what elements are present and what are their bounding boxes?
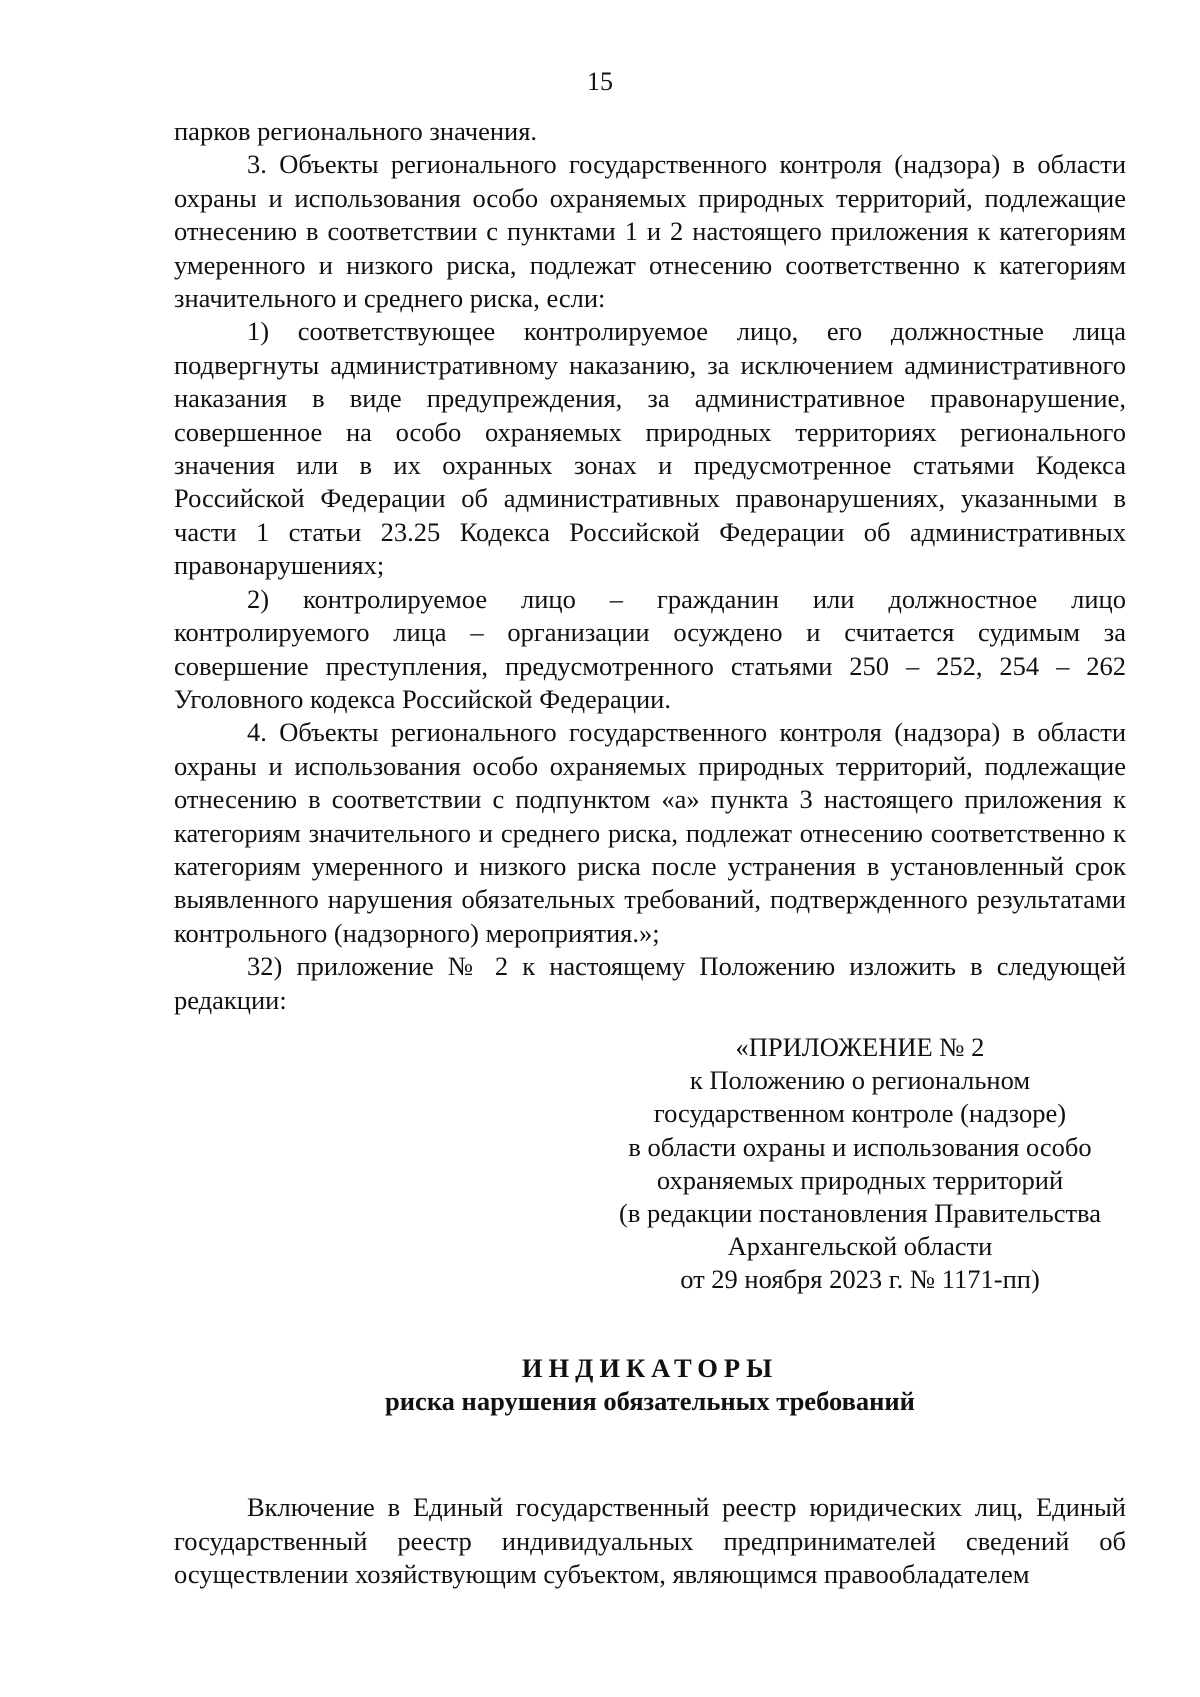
- paragraph-item-4: 4. Объекты регионального государственного контроля (надзора) в области охраны и использования особо охраняемых природных территорий, подлежащие отнесению в соответствии с подпунктом «а» пункта 3 настоящего приложения к категориям значительного и среднего риска, подлежат отнесению соответственно к категориям умеренного и низкого риска после устранения в установленный срок выявленного нарушения обязательных требований, подтвержденного результатами контрольного (надзорного) мероприятия.»;: [174, 717, 1126, 948]
- appendix-line: государственном контроле (надзоре): [653, 1098, 1067, 1129]
- paragraph-item-32: 32) приложение № 2 к настоящему Положению изложить в следующей редакции:: [174, 951, 1126, 1015]
- appendix-line: «ПРИЛОЖЕНИЕ № 2: [735, 1032, 985, 1062]
- heading-title: ИНДИКАТОРЫ: [521, 1353, 779, 1383]
- section-heading: [174, 1352, 1126, 1418]
- appendix-header: [580, 1031, 1140, 1297]
- subparagraph-1: 1) соответствующее контролируемое лицо, его должностные лица подвергнуты административному наказанию, за исключением административного наказания в виде предупреждения, за административное правонарушение, совершенное на особо охраняемых природных территориях регионального значения или в их охранных зонах и предусмотренное статьями Кодекса Российской Федерации об административных правонарушениях, указанными в части 1 статьи 23.25 Кодекса Российской Федерации об административных правонарушениях;: [174, 316, 1126, 581]
- final-text-block: [174, 1491, 1126, 1592]
- final-paragraph: Включение в Единый государственный реестр юридических лиц, Единый государственный реестр индивидуальных предпринимателей сведений об осуществлении хозяйствующим субъектом, являющимся правообладателем: [174, 1492, 1126, 1590]
- appendix-line: к Положению о региональном: [689, 1065, 1031, 1096]
- subparagraph-2: 2) контролируемое лицо – гражданин или должностное лицо контролируемого лица – организации осуждено и считается судимым за совершение преступления, предусмотренного статьями 250 – 252, 254 – 262 Уголовного кодекса Российской Федерации.: [174, 583, 1126, 714]
- appendix-line: от 29 ноября 2023 г. № 1171-пп): [680, 1264, 1040, 1295]
- paragraph-item-3: 3. Объекты регионального государственного контроля (надзора) в области охраны и использования особо охраняемых природных территорий, подлежащие отнесению в соответствии с пунктами 1 и 2 настоящего приложения к категориям умеренного и низкого риска, подлежат отнесению соответственно к категориям значительного и среднего риска, если:: [174, 149, 1126, 314]
- appendix-line: Архангельской области: [727, 1231, 993, 1262]
- heading-subtitle: риска нарушения обязательных требований: [385, 1386, 915, 1416]
- appendix-line: в области охраны и использования особо: [628, 1131, 1092, 1162]
- main-text-block: [174, 115, 1126, 1017]
- appendix-line: охраняемых природных территорий: [656, 1164, 1064, 1195]
- appendix-line: (в редакции постановления Правительства: [619, 1198, 1101, 1229]
- page-number: 15: [587, 67, 613, 96]
- continuation-paragraph: парков регионального значения.: [174, 116, 538, 146]
